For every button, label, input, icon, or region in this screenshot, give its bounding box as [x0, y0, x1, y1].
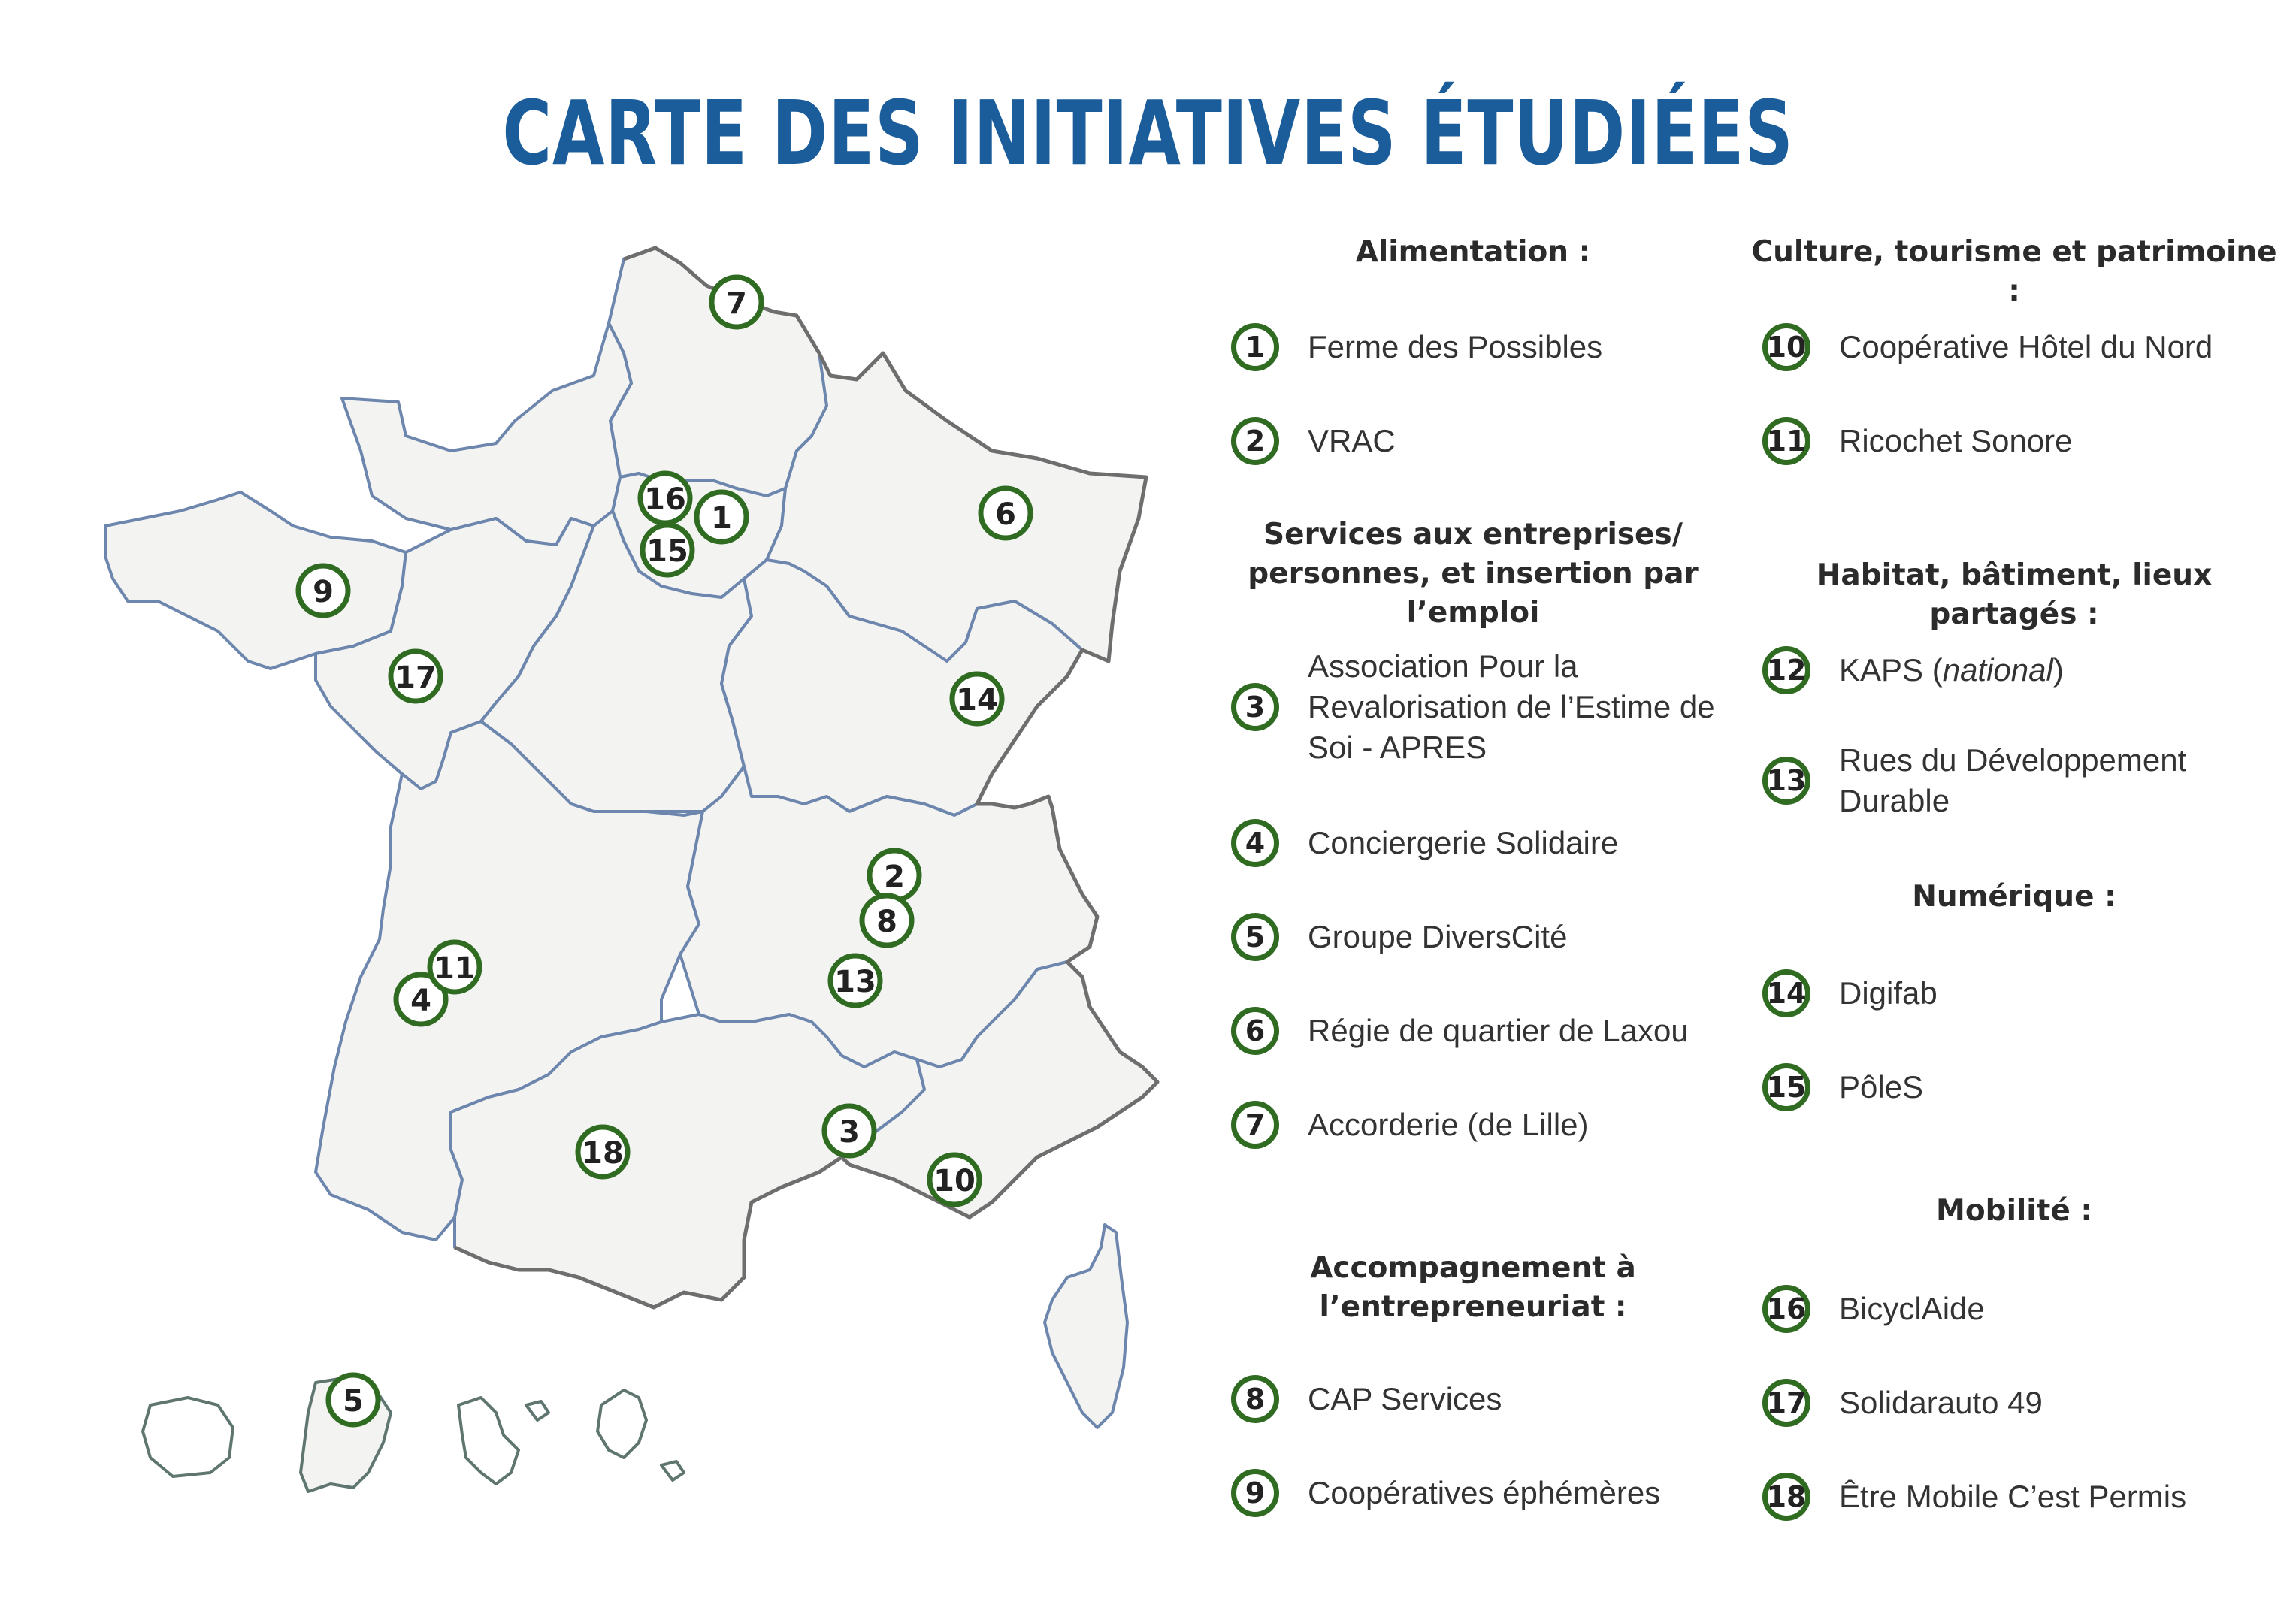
badge-13: 13: [1762, 757, 1810, 805]
badge-11: 11: [1762, 417, 1810, 465]
legend-item-3: [1231, 646, 1715, 768]
map-marker-9: [298, 566, 348, 615]
map-marker-label: 18: [582, 1136, 624, 1171]
item-label-line: Revalorisation de l’Estime de: [1308, 689, 1715, 724]
map-marker-label: 10: [933, 1164, 976, 1198]
mainland-regions: [105, 248, 1157, 1307]
guadeloupe: [458, 1398, 519, 1484]
map-marker-label: 11: [434, 951, 476, 986]
legend-item-6: [1231, 1007, 1689, 1055]
item-label: PôleS: [1839, 1069, 1924, 1105]
item-label-line: Durable: [1839, 783, 1950, 818]
item-label-line: Soi - APRES: [1308, 730, 1487, 765]
badge-7: 7: [1231, 1101, 1279, 1149]
item-label: Groupe DiversCité: [1308, 919, 1568, 954]
legend-item-10: [1762, 323, 2213, 371]
legend-item-1: [1231, 323, 1602, 371]
legend-item-5: [1231, 913, 1567, 961]
item-label-line: Rues du Développement: [1839, 742, 2187, 778]
item-label: [1308, 646, 1715, 768]
item-label-part: KAPS (: [1839, 652, 1943, 688]
map-marker-15: [643, 525, 692, 575]
legend-item-7: [1231, 1101, 1589, 1149]
map-marker-label: 4: [410, 984, 431, 1018]
map-marker-1: [697, 492, 746, 542]
category-mobilite: [1751, 1192, 2277, 1231]
category-alimentation: [1225, 233, 1721, 272]
item-label: Ricochet Sonore: [1839, 423, 2073, 458]
item-label: Solidarauto 49: [1839, 1385, 2043, 1420]
item-label: Accorderie (de Lille): [1308, 1107, 1589, 1142]
item-label: Ferme des Possibles: [1308, 329, 1603, 364]
map-marker-label: 7: [726, 286, 747, 321]
map-marker-label: 2: [884, 860, 905, 894]
item-label: CAP Services: [1308, 1381, 1502, 1416]
badge-1: 1: [1231, 323, 1279, 371]
category-heading: Numérique :: [1912, 880, 2116, 914]
item-label-part: ): [2052, 652, 2064, 688]
map-marker-label: 6: [995, 497, 1016, 532]
badge-17: 17: [1762, 1379, 1810, 1427]
legend-item-15: [1762, 1063, 1923, 1111]
legend-item-16: [1762, 1285, 1985, 1333]
item-label: VRAC: [1308, 423, 1396, 458]
category-habitat: [1751, 556, 2277, 634]
map-marker-3: [824, 1106, 874, 1156]
legend-item-18: [1762, 1473, 2186, 1521]
map-marker-13: [830, 956, 880, 1005]
category-heading: Culture, tourisme et patrimoine :: [1751, 235, 2277, 308]
category-accompagnement: [1225, 1249, 1721, 1327]
badge-9: 9: [1231, 1469, 1279, 1517]
badge-3: 3: [1231, 683, 1279, 731]
map-marker-label: 5: [343, 1384, 364, 1419]
item-label: Coopérative Hôtel du Nord: [1839, 329, 2213, 364]
guadeloupe-islet: [526, 1401, 549, 1420]
map-marker-label: 1: [711, 501, 732, 536]
badge-6: 6: [1231, 1007, 1279, 1055]
item-label: [1839, 650, 2064, 691]
category-numerique: [1751, 878, 2277, 917]
map-marker-18: [578, 1127, 628, 1177]
legend-item-9: [1231, 1469, 1660, 1517]
item-label: Être Mobile C’est Permis: [1839, 1479, 2187, 1514]
map-marker-7: [712, 277, 761, 327]
item-label: [1839, 740, 2186, 821]
map-marker-label: 13: [834, 965, 876, 999]
item-label: Régie de quartier de Laxou: [1308, 1013, 1689, 1048]
category-heading: Alimentation :: [1355, 235, 1591, 269]
corsica: [1045, 1225, 1127, 1428]
map-marker-17: [391, 651, 440, 701]
category-heading-line: personnes, et insertion par l’emploi: [1248, 557, 1699, 630]
badge-16: 16: [1762, 1285, 1810, 1333]
martinique: [597, 1390, 646, 1458]
legend-item-8: [1231, 1375, 1502, 1423]
legend-item-11: [1762, 417, 2073, 465]
map-marker-label: 16: [644, 482, 686, 517]
badge-12: 12: [1762, 646, 1810, 694]
item-label: Coopératives éphémères: [1308, 1475, 1661, 1510]
badge-18: 18: [1762, 1473, 1810, 1521]
badge-2: 2: [1231, 417, 1279, 465]
legend-item-2: [1231, 417, 1396, 465]
map-marker-5: [328, 1375, 378, 1425]
map-marker-label: 14: [956, 683, 998, 718]
page-title: CARTE DES INITIATIVES ÉTUDIÉES: [502, 81, 1794, 185]
category-culture: [1751, 233, 2277, 311]
category-heading-line: l’entrepreneuriat :: [1319, 1290, 1627, 1324]
item-label: BicyclAide: [1839, 1291, 1985, 1326]
badge-10: 10: [1762, 323, 1810, 371]
map-marker-8: [862, 896, 912, 945]
map-marker-label: 3: [839, 1115, 860, 1150]
reunion-island: [143, 1398, 233, 1476]
category-heading-line: Accompagnement à: [1310, 1251, 1636, 1285]
map-marker-2: [870, 851, 919, 900]
map-marker-6: [981, 488, 1030, 538]
item-label: Digifab: [1839, 975, 1938, 1011]
badge-4: 4: [1231, 819, 1279, 867]
badge-15: 15: [1762, 1063, 1810, 1111]
category-heading: Habitat, bâtiment, lieux partagés :: [1816, 558, 2213, 631]
mayotte: [661, 1461, 684, 1480]
badge-8: 8: [1231, 1375, 1279, 1423]
map-marker-14: [952, 674, 1002, 724]
item-label-line: Association Pour la: [1308, 648, 1578, 684]
item-label-italic: national: [1942, 652, 2053, 688]
map-marker-label: 17: [395, 660, 437, 695]
category-heading-line: Services aux entreprises/: [1263, 518, 1683, 552]
map-marker-label: 15: [646, 534, 688, 569]
legend-item-12: [1762, 646, 2064, 694]
map-marker-label: 9: [313, 575, 334, 609]
map-marker-11: [430, 942, 479, 992]
legend-item-17: [1762, 1379, 2043, 1427]
legend-item-13: [1762, 740, 2186, 821]
map-marker-10: [930, 1155, 979, 1204]
legend-item-4: [1231, 819, 1618, 867]
badge-5: 5: [1231, 913, 1279, 961]
item-label: Conciergerie Solidaire: [1308, 825, 1619, 860]
legend-item-14: [1762, 969, 1938, 1017]
category-services: [1202, 515, 1744, 633]
map-marker-16: [640, 473, 690, 523]
badge-14: 14: [1762, 969, 1810, 1017]
category-heading: Mobilité :: [1936, 1194, 2092, 1228]
map-marker-label: 8: [876, 905, 897, 939]
region-normandie: [342, 323, 631, 545]
